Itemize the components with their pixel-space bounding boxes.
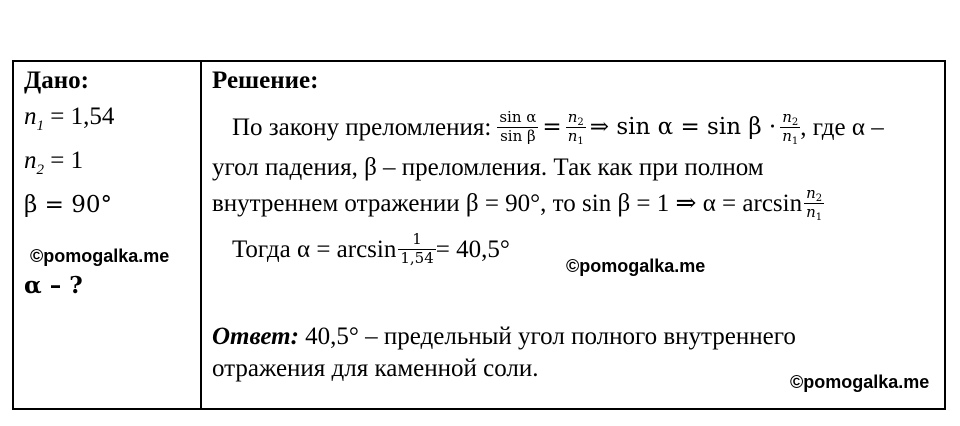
n2-label: n (24, 147, 37, 174)
watermark-2: ©pomogalka.me (566, 256, 706, 276)
fraction-n-den: $n_1$ (567, 126, 584, 147)
fraction-result-den: 1,54 (400, 248, 434, 267)
fraction-arcsin (804, 185, 824, 221)
answer-line-1 (212, 324, 796, 349)
solution-line-4 (232, 226, 510, 272)
watermark-3: ©pomogalka.me (790, 372, 930, 392)
fraction-n-num: $n_2$ (567, 108, 584, 129)
fraction-arcsin-den: $n_1$ (806, 202, 823, 223)
watermark-1: ©pomogalka.me (30, 246, 170, 266)
n1-sub: 1 (36, 118, 44, 134)
given-n2 (24, 147, 84, 178)
fraction-n-2 (780, 109, 800, 145)
eq-sign: = (542, 113, 562, 140)
fraction-sin (497, 109, 538, 145)
given-header: Дано: (24, 67, 89, 94)
fraction-n2-den: $n_1$ (782, 126, 799, 147)
fraction-n2-num: $n_2$ (782, 108, 799, 129)
fraction-result-num: 1 (398, 231, 435, 249)
line3-prefix: внутреннем отражении β = 90°, то sin β = 1 ⇒ α = arcsin (212, 189, 803, 217)
solution-line-1 (232, 102, 884, 152)
fraction-result (398, 231, 435, 267)
solution-line-3 (212, 180, 824, 226)
given-unknown: α – ? (24, 272, 83, 299)
answer-line-2: отражения для каменной соли. (212, 355, 539, 382)
fraction-sin-num: sin α (499, 108, 537, 127)
answer-label: Ответ: (212, 323, 299, 350)
n2-value: = 1 (50, 147, 84, 174)
line4-suffix: = 40,5° (435, 235, 510, 263)
solution-header: Решение: (212, 67, 319, 94)
line1-suffix: , где α – (800, 113, 884, 141)
n1-value: = 1,54 (50, 103, 115, 130)
impl-1: ⇒ sin α = sin β · (589, 113, 777, 140)
fraction-arcsin-num: $n_2$ (806, 184, 823, 205)
line1-prefix: По закону преломления: (232, 113, 492, 141)
given-beta: β = 90° (24, 192, 112, 218)
n1-label: n (24, 103, 37, 130)
fraction-n (566, 109, 586, 145)
n2-sub: 2 (36, 162, 44, 178)
solution-line-2: угол падения, β – преломления. Так как при полном (212, 154, 764, 181)
fraction-sin-den: sin β (500, 126, 536, 145)
line4-prefix: Тогда α = arcsin (232, 235, 397, 263)
column-divider (200, 60, 202, 410)
answer-text: 40,5° – предельный угол полного внутреннего (298, 323, 796, 350)
given-n1 (24, 103, 115, 134)
